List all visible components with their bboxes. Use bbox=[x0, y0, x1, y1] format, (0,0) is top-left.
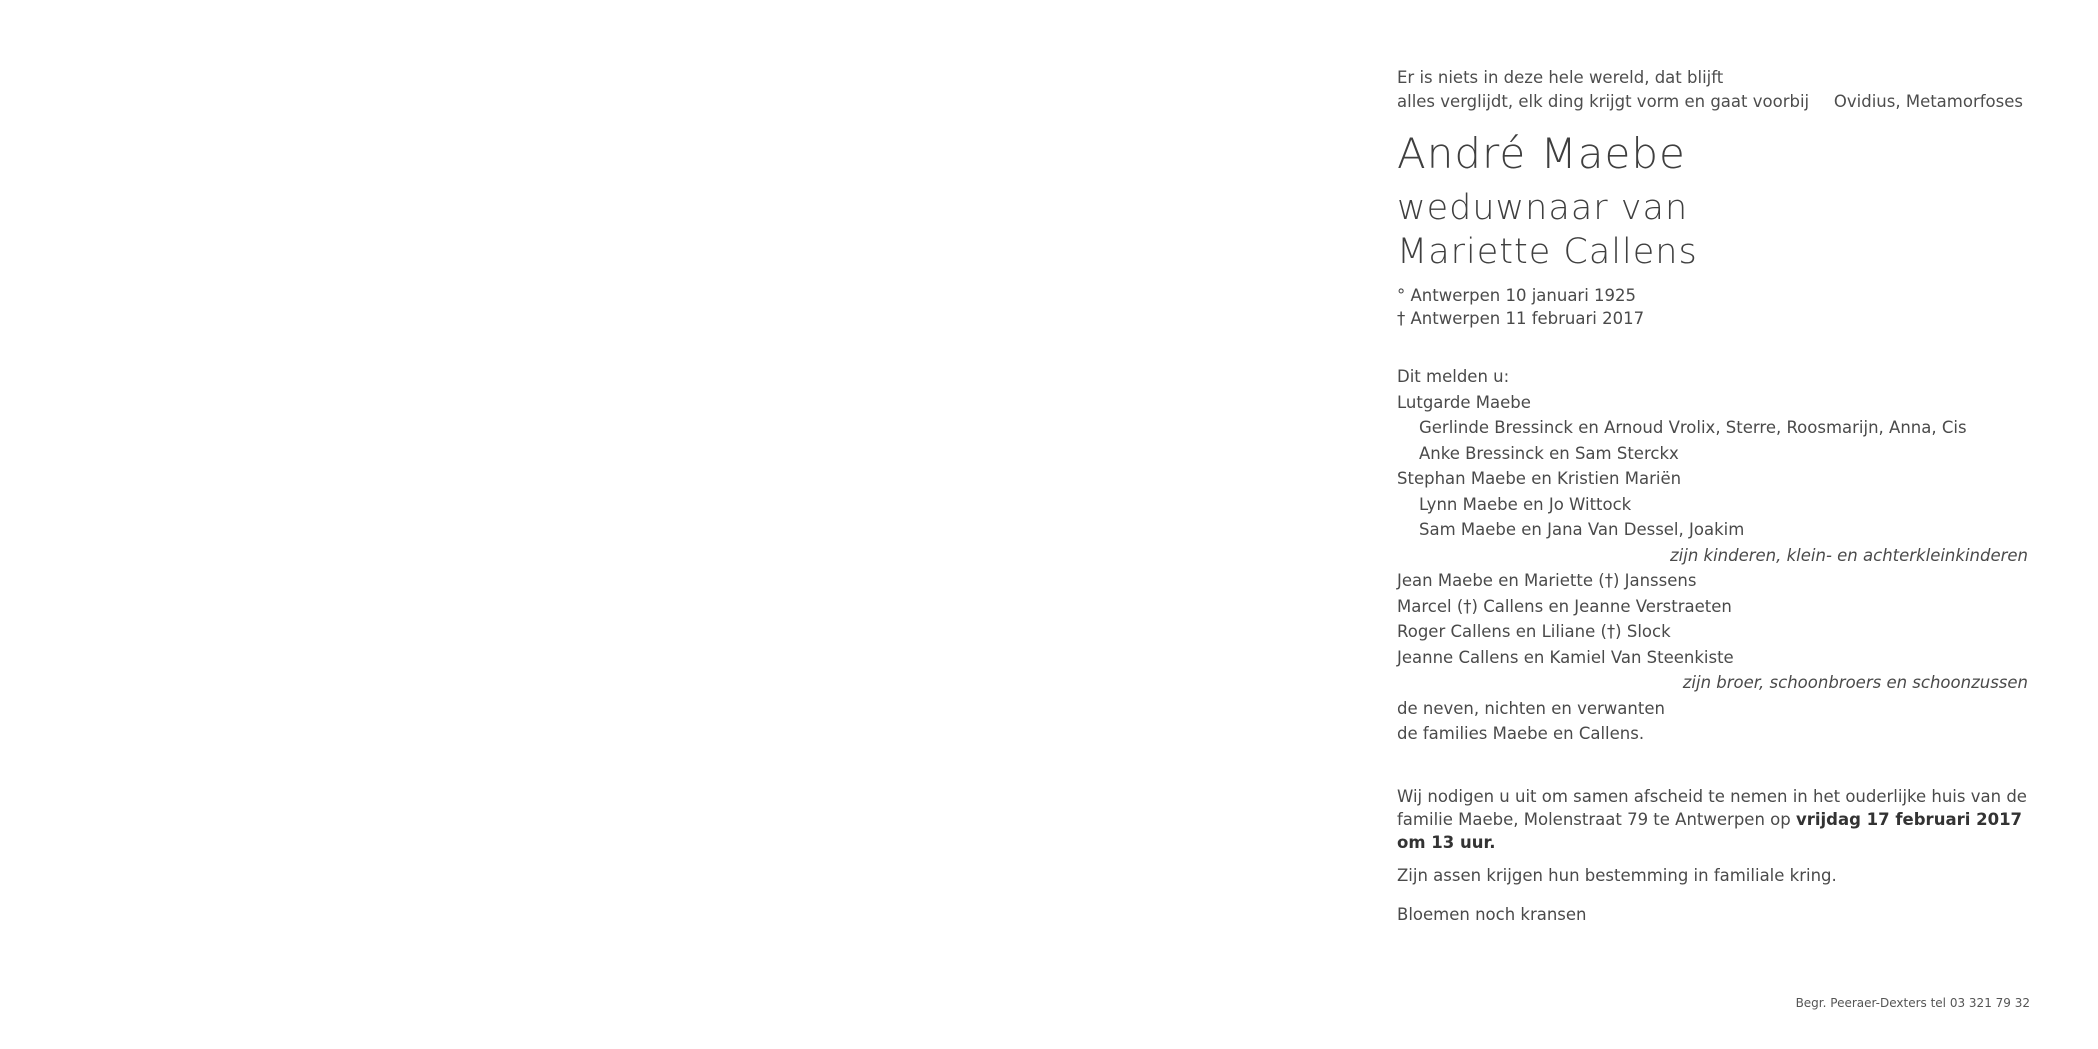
family-member-line: Stephan Maebe en Kristien Mariën bbox=[1397, 469, 1682, 488]
funeral-home-footer: Begr. Peeraer-Dexters tel 03 321 79 32 bbox=[1795, 996, 2030, 1010]
flowers-note: Bloemen noch kransen bbox=[1397, 904, 1587, 924]
quote-line-2: alles verglijdt, elk ding krijgt vorm en gaat voorbij bbox=[1397, 92, 1810, 111]
siblings-list bbox=[1397, 568, 2037, 670]
spouse-name: Mariette Callens bbox=[1397, 232, 1698, 272]
family-member-line: Gerlinde Bressinck en Arnoud Vrolix, Sterre, Roosmarijn, Anna, Cis bbox=[1419, 418, 1967, 437]
relatives-list bbox=[1397, 696, 2037, 747]
family-member-line: Marcel (†) Callens en Jeanne Verstraeten bbox=[1397, 596, 1732, 616]
obituary-panel bbox=[1397, 66, 2037, 926]
children-list bbox=[1397, 390, 2037, 543]
quote-line-2-row bbox=[1397, 90, 2023, 114]
ashes-note: Zijn assen krijgen hun bestemming in familiale kring. bbox=[1397, 865, 1837, 885]
invitation-text: Wij nodigen u uit om samen afscheid te nemen in het ouderlijke huis van de familie Maebe, Molenstraat 79 te Antwerpen op bbox=[1397, 786, 2027, 829]
family-member-line: Roger Callens en Liliane (†) Slock bbox=[1397, 622, 1671, 641]
quote bbox=[1397, 66, 2037, 114]
birth-date: ° Antwerpen 10 januari 1925 bbox=[1397, 286, 1637, 305]
family-member-line: Lynn Maebe en Jo Wittock bbox=[1419, 494, 1632, 514]
death-date: † Antwerpen 11 februari 2017 bbox=[1397, 309, 1645, 328]
announcement-intro: Dit melden u: bbox=[1397, 367, 1510, 386]
quote-line-1: Er is niets in deze hele wereld, dat blijft bbox=[1397, 68, 1724, 87]
family-member-line: Lutgarde Maebe bbox=[1397, 392, 1531, 412]
life-dates bbox=[1397, 284, 2037, 330]
family-member-line: Sam Maebe en Jana Van Dessel, Joakim bbox=[1419, 520, 1745, 539]
widower-of-line: weduwnaar van bbox=[1397, 188, 1689, 228]
family-member-line: Anke Bressinck en Sam Sterckx bbox=[1419, 443, 1679, 463]
family-member-line: Jean Maebe en Mariette (†) Janssens bbox=[1397, 571, 1697, 590]
invitation-date: vrijdag 17 februari 2017 om 13 uur. bbox=[1397, 809, 2023, 852]
announcement bbox=[1397, 364, 2037, 747]
siblings-role: zijn broer, schoonbroers en schoonzussen bbox=[1682, 673, 2028, 692]
quote-source: Ovidius, Metamorfoses bbox=[1833, 92, 2023, 111]
children-role: zijn kinderen, klein- en achterkleinkinderen bbox=[1669, 545, 2028, 565]
deceased-name: André Maebe bbox=[1397, 129, 1686, 178]
relatives-line: de neven, nichten en verwanten bbox=[1397, 698, 1665, 718]
relatives-line: de families Maebe en Callens. bbox=[1397, 724, 1645, 743]
family-member-line: Jeanne Callens en Kamiel Van Steenkiste bbox=[1397, 647, 1734, 667]
invitation bbox=[1397, 785, 2037, 854]
